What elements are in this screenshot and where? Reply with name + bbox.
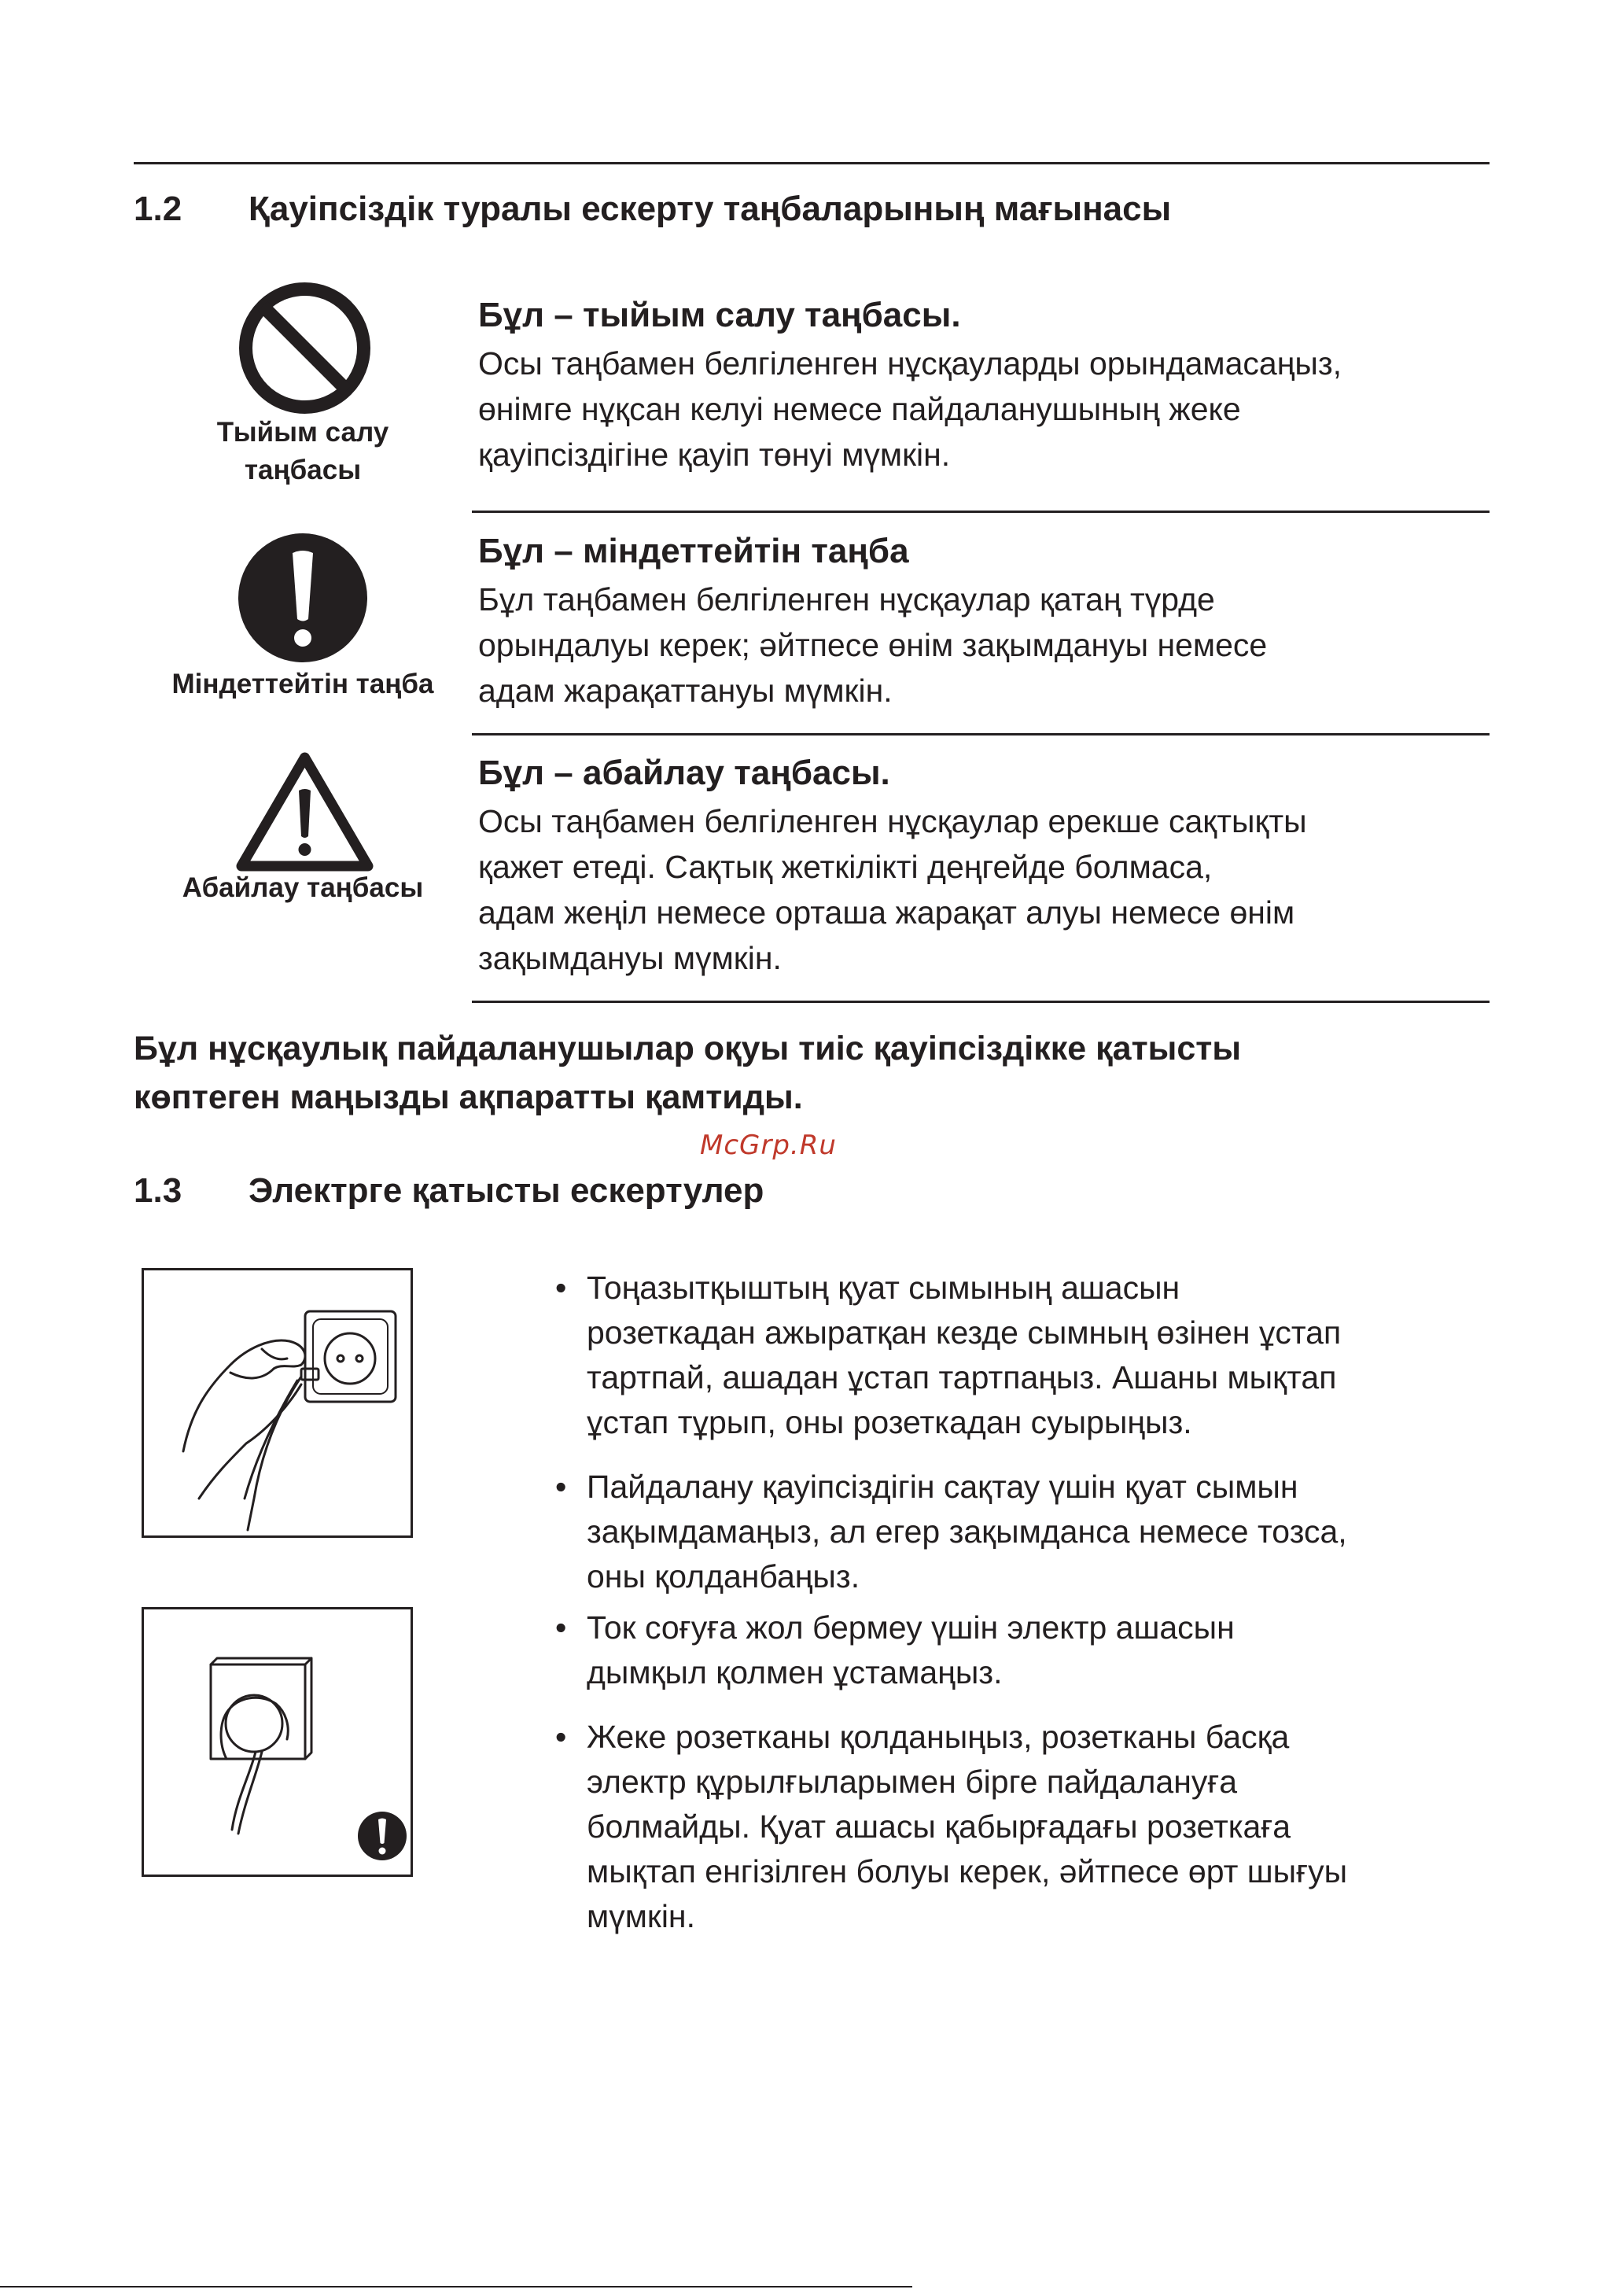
caution-sign-label: Абайлау таңбасы bbox=[182, 872, 424, 903]
top-rule bbox=[134, 162, 1490, 164]
plug-figure bbox=[142, 1607, 413, 1877]
section-number: 1.2 bbox=[134, 190, 182, 228]
list-item bbox=[555, 1715, 1499, 1939]
prohibition-sign-description: Осы таңбамен белгіленген нұсқауларды орындамасаңыз, өнімге нұқсан келуі немесе пайдаланушының жеке қауіпсіздігіне қауіп төнуі мүмкін. bbox=[478, 345, 1342, 473]
bullet-text: Тоңазытқыштың қуат сымының ашасын розеткадан ажыратқан кезде сымның өзінен ұстап тартпай, ашадан ұстап тартпаңыз. Ашаны мықтап ұстап тұрып, оны розеткадан суырыңыз. bbox=[587, 1270, 1342, 1440]
watermark: McGrp.Ru bbox=[700, 1130, 837, 1161]
list-item bbox=[555, 1605, 1499, 1695]
mandatory-sign-title: Бұл – міндеттейтін таңба bbox=[478, 532, 909, 570]
bullet-text: Ток соғуға жол бермеу үшін электр ашасын дымқыл қолмен ұстамаңыз. bbox=[587, 1609, 1235, 1690]
divider bbox=[472, 1001, 1490, 1003]
hand-unplugging-icon bbox=[144, 1270, 411, 1535]
mandatory-icon bbox=[356, 1810, 408, 1862]
caution-sign-title: Бұл – абайлау таңбасы. bbox=[478, 754, 890, 792]
section-number: 1.3 bbox=[134, 1171, 182, 1210]
list-item bbox=[555, 1266, 1499, 1445]
bullet-text: Пайдалану қауіпсіздігін сақтау үшін қуат сымын зақымдамаңыз, ал егер зақымданса немесе тозса, оны қолданбаңыз. bbox=[587, 1469, 1347, 1594]
prohibition-sign-title: Бұл – тыйым салу таңбасы. bbox=[478, 296, 961, 334]
divider bbox=[472, 511, 1490, 513]
bullet-marker: • bbox=[555, 1609, 567, 1646]
section-title: Қауіпсіздік туралы ескерту таңбаларының мағынасы bbox=[249, 190, 1172, 228]
list-item bbox=[555, 1465, 1499, 1599]
bullet-text: Жеке розетканы қолданыңыз, розетканы басқа электр құрылғыларымен бірге пайдалануға болмайды. Қуат ашасы қабырғадағы розеткаға мықтап енгізілген болуы керек, әйтпесе өрт шығуы мүмкін. bbox=[587, 1719, 1348, 1934]
mandatory-icon bbox=[236, 531, 370, 665]
bottom-rule bbox=[0, 2286, 912, 2287]
section-title: Электрге қатысты ескертулер bbox=[249, 1171, 764, 1210]
unplug-figure bbox=[142, 1268, 413, 1538]
divider bbox=[472, 733, 1490, 735]
caution-sign-description: Осы таңбамен белгіленген нұсқаулар ерекше сақтықты қажет етеді. Сақтық жеткілікті деңгейде болмаса, адам жеңіл немесе орташа жарақат алуы немесе өнім зақымдануы мүмкін. bbox=[478, 803, 1307, 976]
mandatory-sign-label: Міндеттейтін таңба bbox=[171, 669, 434, 699]
caution-icon bbox=[236, 751, 374, 873]
prohibition-icon bbox=[236, 279, 374, 417]
prohibition-sign-label: Тыйым салу таңбасы bbox=[216, 417, 389, 485]
bullet-marker: • bbox=[555, 1719, 567, 1755]
bullet-marker: • bbox=[555, 1270, 567, 1306]
safety-note: Бұл нұсқаулық пайдаланушылар оқуы тиіс қауіпсіздікке қатысты көптеген маңызды ақпаратты қамтиды. bbox=[134, 1030, 1242, 1116]
bullet-marker: • bbox=[555, 1469, 567, 1505]
mandatory-sign-description: Бұл таңбамен белгіленген нұсқаулар қатаң түрде орындалуы керек; әйтпесе өнім зақымдануы немесе адам жарақаттануы мүмкін. bbox=[478, 581, 1268, 709]
